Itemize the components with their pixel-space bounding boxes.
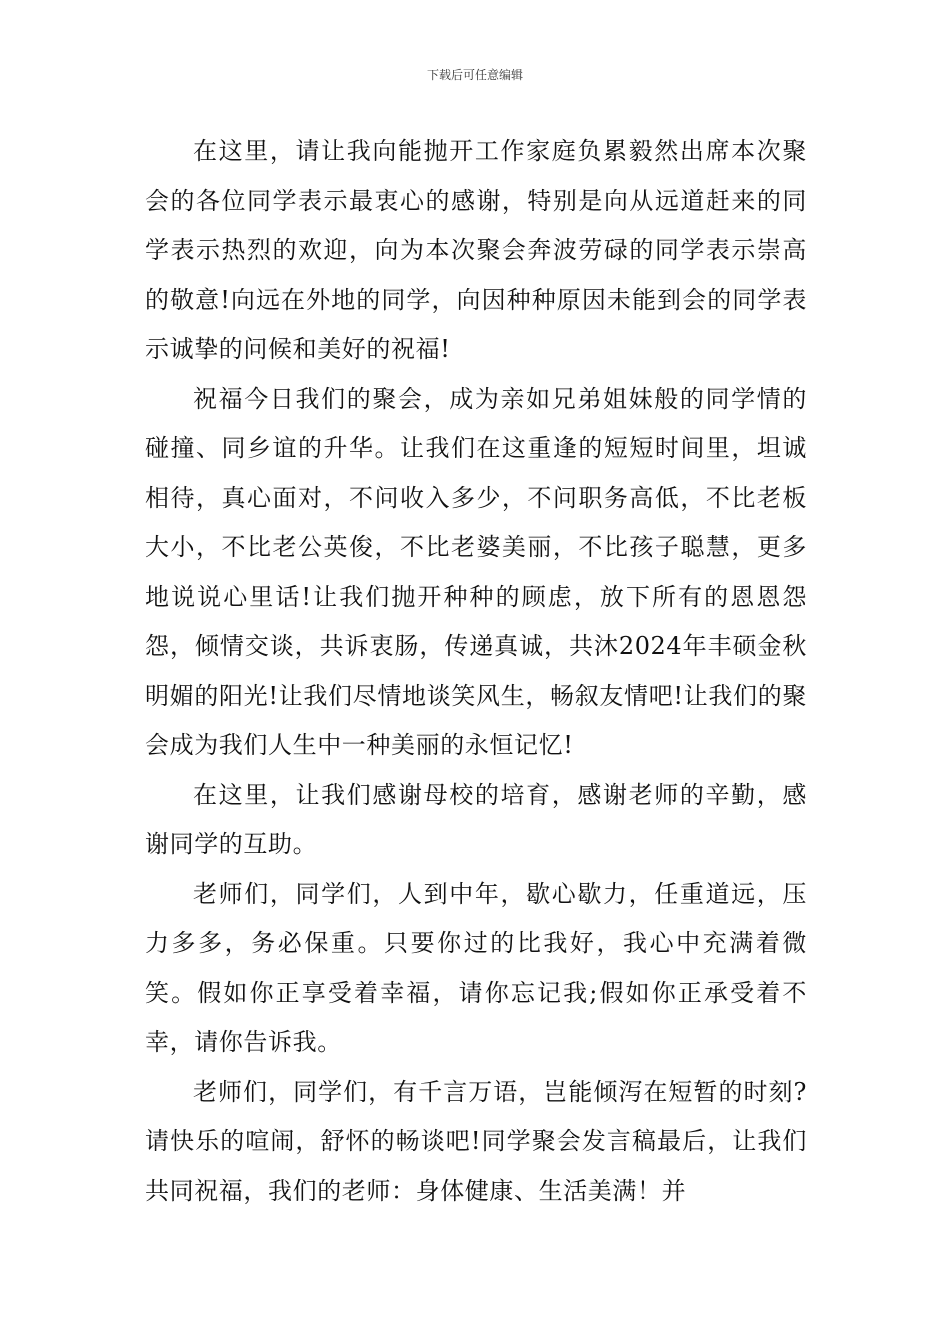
paragraph-1: 在这里，请让我向能抛开工作家庭负累毅然出席本次聚会的各位同学表示最衷心的感谢，特别是向从远道赶来的同学表示热烈的欢迎，向为本次聚会奔波劳碌的同学表示崇高的敬意!向远在外地的同学，向因种种原因未能到会的同学表示诚挚的问候和美好的祝福! <box>145 137 807 363</box>
page-header-note: 下载后可任意编辑 <box>426 68 523 82</box>
paragraph-4: 老师们，同学们，人到中年，歇心歇力，任重道远，压力多多，务必保重。只要你过的比我好，我心中充满着微笑。假如你正享受着幸福，请你忘记我;假如你正承受着不幸，请你告诉我。 <box>145 879 807 1056</box>
paragraph-5: 老师们，同学们，有千言万语，岂能倾泻在短暂的时刻?请快乐的喧闹，舒怀的畅谈吧!同学聚会发言稿最后，让我们共同祝福，我们的老师：身体健康、生活美满！并 <box>145 1077 807 1205</box>
paragraph-2: 祝福今日我们的聚会，成为亲如兄弟姐妹般的同学情的碰撞、同乡谊的升华。让我们在这重逢的短短时间里，坦诚相待，真心面对，不问收入多少，不问职务高低，不比老板大小，不比老公英俊，不比老婆美丽，不比孩子聪慧，更多地说说心里话!让我们抛开种种的顾虑，放下所有的恩恩怨怨，倾情交谈，共诉衷肠，传递真诚，共沐2024年丰硕金秋明媚的阳光!让我们尽情地谈笑风生，畅叙友情吧!让我们的聚会成为我们人生中一种美丽的永恒记忆! <box>145 384 807 759</box>
paragraph-3: 在这里，让我们感谢母校的培育，感谢老师的辛勤，感谢同学的互助。 <box>145 780 807 858</box>
document-body <box>145 127 807 1216</box>
